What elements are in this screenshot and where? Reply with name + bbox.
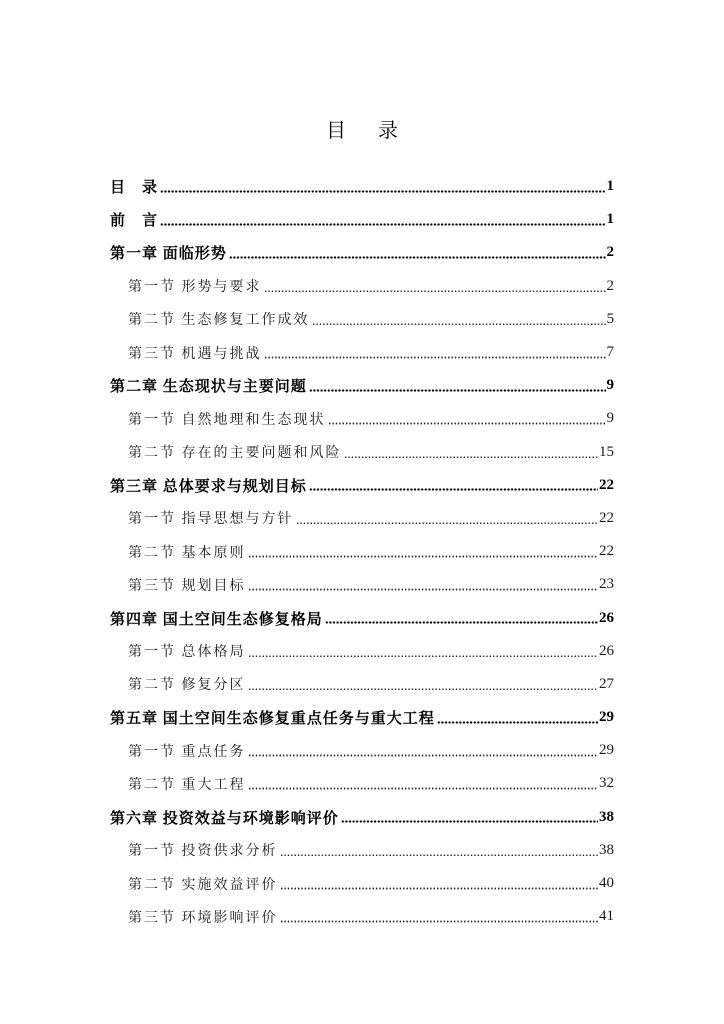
toc-entry-label: 第三章 总体要求与规划目标 [110,478,307,495]
toc-entry-label: 第三节 环境影响评价 [128,910,278,926]
toc-section-entry [110,635,614,668]
toc-entry-label: 第四章 国土空间生态修复格局 [110,611,323,628]
toc-entry [110,203,614,236]
toc-entry-label: 第六章 投资效益与环境影响评价 [110,810,339,827]
toc-section-entry [110,568,614,601]
dot-leader [160,181,605,193]
toc-entry-label: 前 言 [110,213,159,230]
dot-leader [328,413,606,425]
toc-entry-label: 第二节 重大工程 [128,777,246,793]
toc-entry-page: 9 [606,377,614,394]
toc-section-entry [110,402,614,435]
toc-entry-page: 7 [606,344,614,361]
toc-entry-page: 22 [599,476,614,493]
toc-entry-page: 23 [599,576,614,593]
toc-chapter-entry [110,369,614,402]
toc-section-entry [110,303,614,336]
toc-entry-label: 第二章 生态现状与主要问题 [110,379,307,396]
toc-entry-page: 26 [599,609,614,626]
dot-leader [248,645,599,657]
toc-entry-label: 第一节 重点任务 [128,744,246,760]
toc-entry-page: 1 [606,211,614,228]
toc-entry-label: 第二节 存在的主要问题和风险 [128,446,342,462]
toc-section-entry [110,767,614,800]
dot-leader [248,579,599,591]
toc-section-entry [110,336,614,369]
toc-entry-page: 22 [599,543,614,560]
toc-section-entry [110,867,614,900]
toc-entry [110,170,614,203]
dot-leader [280,878,599,890]
toc-entry-page: 9 [606,410,614,427]
toc-entry-label: 第一节 总体格局 [128,645,246,661]
dot-leader [248,678,599,690]
toc-entry-page: 27 [599,675,614,692]
toc-entry-page: 29 [599,742,614,759]
toc-section-entry [110,668,614,701]
dot-leader [325,612,598,624]
toc-entry-label: 第一章 面临形势 [110,246,227,263]
table-of-contents [110,170,614,933]
dot-leader [229,247,606,259]
dot-leader [280,844,599,856]
dot-leader [309,479,598,491]
dot-leader [344,446,599,458]
dot-leader [312,313,606,325]
toc-section-entry [110,270,614,303]
toc-chapter-entry [110,469,614,502]
toc-entry-label: 第二节 修复分区 [128,678,246,694]
toc-entry-page: 38 [599,841,614,858]
toc-entry-page: 1 [606,178,614,195]
toc-chapter-entry [110,801,614,834]
toc-section-entry [110,502,614,535]
toc-chapter-entry [110,601,614,634]
dot-leader [341,811,598,823]
dot-leader [296,512,599,524]
toc-entry-page: 38 [599,808,614,825]
toc-entry-label: 第二节 基本原则 [128,545,246,561]
dot-leader [248,546,599,558]
toc-entry-page: 15 [599,443,614,460]
page-title: 目 录 [326,120,404,142]
toc-entry-label: 第二节 生态修复工作成效 [128,313,310,329]
toc-entry-page: 22 [599,509,614,526]
dot-leader [160,214,605,226]
toc-entry-page: 2 [606,244,614,261]
toc-entry-page: 5 [606,310,614,327]
toc-section-entry [110,734,614,767]
dot-leader [248,745,599,757]
toc-entry-page: 29 [599,709,614,726]
toc-entry-label: 第一节 自然地理和生态现状 [128,412,326,428]
toc-entry-label: 第三节 规划目标 [128,578,246,594]
dot-leader [437,712,598,724]
dot-leader [248,778,599,790]
toc-entry-label: 第三节 机遇与挑战 [128,346,262,362]
toc-entry-label: 第五章 国土空间生态修复重点任务与重大工程 [110,711,435,728]
toc-section-entry [110,535,614,568]
dot-leader [309,380,606,392]
toc-entry-label: 第一节 指导思想与方针 [128,512,294,528]
toc-section-entry [110,436,614,469]
toc-entry-label: 第二节 实施效益评价 [128,877,278,893]
toc-entry-label: 第一节 投资供求分析 [128,844,278,860]
toc-entry-page: 41 [599,908,614,925]
toc-chapter-entry [110,701,614,734]
toc-entry-page: 26 [599,642,614,659]
toc-entry-label: 目 录 [110,180,159,197]
toc-entry-page: 40 [599,875,614,892]
dot-leader [264,280,606,292]
dot-leader [264,347,606,359]
dot-leader [280,911,599,923]
toc-section-entry [110,834,614,867]
toc-entry-page: 32 [599,775,614,792]
toc-entry-page: 2 [606,277,614,294]
toc-section-entry [110,900,614,933]
toc-entry-label: 第一节 形势与要求 [128,280,262,296]
toc-chapter-entry [110,236,614,269]
